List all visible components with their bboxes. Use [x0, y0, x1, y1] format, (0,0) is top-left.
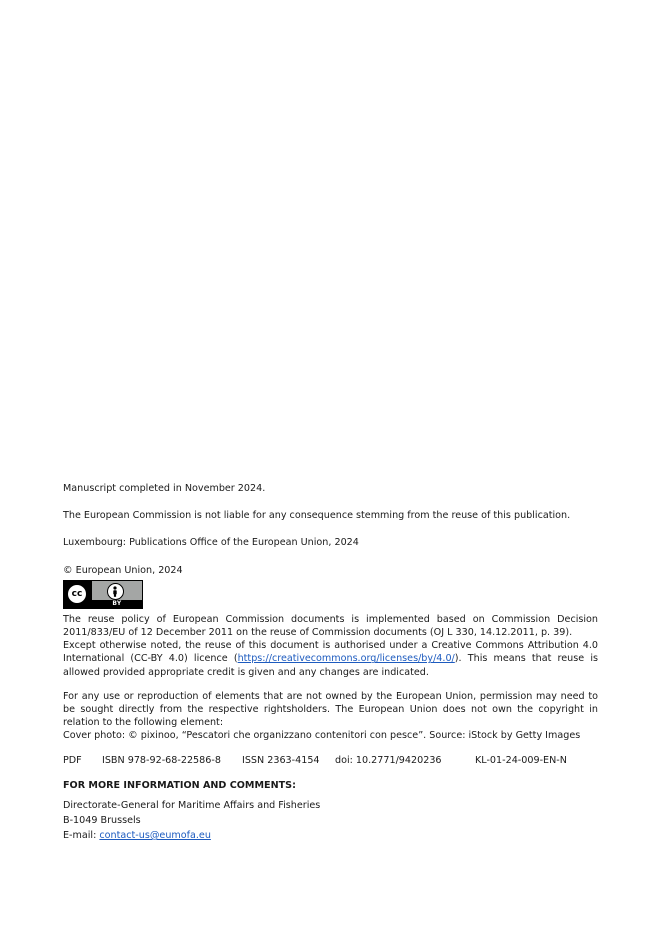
- by-label: BY: [112, 599, 122, 607]
- email-link[interactable]: contact-us@eumofa.eu: [99, 830, 211, 842]
- cc-badge-right: [92, 581, 142, 608]
- third-party-notice: For any use or reproduction of elements that are not owned by the European Union, permission may need to be sought directly from the respective rightsholders. The European Union does not own the copyright in relation to the following element:: [63, 690, 598, 729]
- cc-by-license-badge: [63, 580, 143, 609]
- doi: doi: 10.2771/9420236: [335, 754, 442, 766]
- cc-icon: cc: [66, 583, 88, 605]
- isbn: ISBN 978-92-68-22586-8: [102, 754, 221, 766]
- email-label: E-mail:: [63, 830, 100, 842]
- publisher-line: Luxembourg: Publications Office of the European Union, 2024: [63, 537, 359, 549]
- license-link[interactable]: https://creativecommons.org/licenses/by/4.0/: [237, 653, 455, 665]
- copyright-line: © European Union, 2024: [63, 564, 183, 576]
- contact-heading: FOR MORE INFORMATION AND COMMENTS:: [63, 779, 296, 791]
- reuse-policy: The reuse policy of European Commission documents is implemented based on Commission Decision 2011/833/EU of 12 December 2011 on the reuse of Commission documents (OJ L 330, 14.12.2011, p. 39).: [63, 613, 598, 639]
- catalogue-number: KL-01-24-009-EN-N: [475, 754, 567, 766]
- cover-photo-credit: Cover photo: © pixinoo, “Pescatori che organizzano contenitori con pesce”. Source: iStock by Getty Images: [63, 730, 581, 742]
- format-label: PDF: [63, 754, 82, 766]
- manuscript-date: Manuscript completed in November 2024.: [63, 483, 266, 494]
- liability-notice: The European Commission is not liable for any consequence stemming from the reuse of this publication.: [63, 510, 571, 522]
- license-statement: [63, 639, 598, 679]
- imprint-section: [63, 482, 598, 843]
- contact-organization: Directorate-General for Maritime Affairs and Fisheries: [63, 800, 321, 812]
- identifiers-line: [63, 754, 598, 767]
- cc-badge-left: [64, 581, 92, 608]
- license-text-before: Except otherwise noted, the reuse of this document is authorised under a Creative Commons Attribution 4.0 International (CC-BY 4.0) licence (: [63, 640, 598, 665]
- attribution-person-icon: [107, 583, 124, 600]
- contact-email-line: [63, 828, 598, 843]
- issn: ISSN 2363-4154: [242, 754, 320, 766]
- contact-address: B-1049 Brussels: [63, 815, 141, 827]
- license-text-after: ). This means that reuse is allowed provided appropriate credit is given and any changes are indicated.: [63, 653, 598, 678]
